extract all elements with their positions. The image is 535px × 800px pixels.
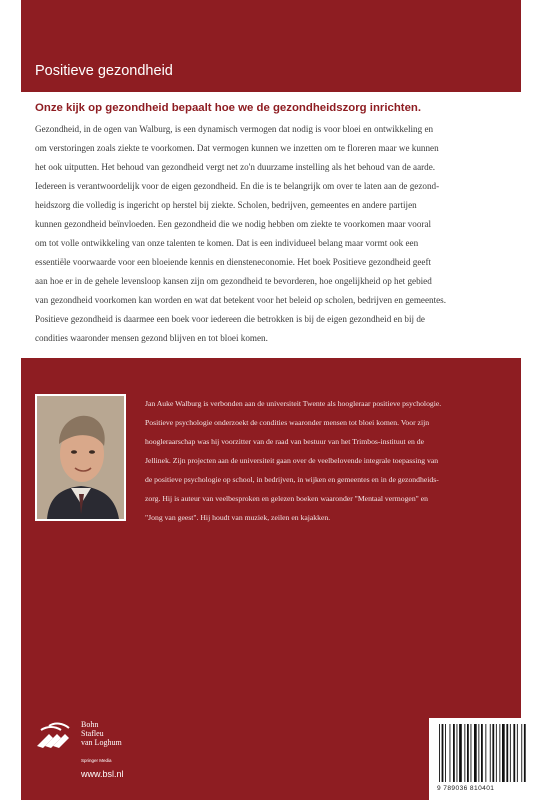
barcode-bar — [492, 724, 494, 782]
barcode-bar — [464, 724, 465, 782]
intro-line: aan hoe er in de gehele levensloop kansen zijn om gezondheid te bevorderen, hoe ongelijkheid op het gebied — [35, 276, 432, 286]
bio-line: "Jong van geest". Hij houdt van muziek, zeilen en kajakken. — [145, 513, 331, 522]
intro-line: kunnen gezondheid beïnvloeden. Een gezondheid die we nodig hebben om ziekte te voorkomen maar vooral — [35, 219, 432, 229]
bio-line: hoogleraarschap was hij voorzitter van de raad van bestuur van het Trimbos-instituut en de — [145, 437, 425, 446]
bio-line: Jan Auke Walburg is verbonden aan de universiteit Twente als hoogleraar positieve psychologie. — [145, 399, 442, 408]
intro-line: condities waaronder mensen gezond blijven en tot bloei komen. — [35, 333, 268, 343]
intro-line: om verstoringen zoals ziekte te voorkomen. Dat vermogen kunnen we inzetten om te floreren maar we kunnen — [35, 143, 439, 153]
barcode-bar — [457, 724, 458, 782]
barcode-panel — [429, 718, 535, 800]
barcode-bar — [496, 724, 497, 782]
lead-sentence: Onze kijk op gezondheid bepaalt hoe we de gezondheidszorg inrichten. — [35, 102, 422, 114]
bio-line: Jellinek. Zijn projecten aan de universiteit gaan over de veelbelovende integrale toepassing van — [145, 456, 439, 465]
bio-line: Positieve psychologie onderzoekt de condities waaronder mensen tot bloei komen. Voor zijn — [145, 418, 430, 427]
author-portrait-icon — [37, 396, 124, 519]
barcode-bar — [474, 724, 477, 782]
barcode-bar — [513, 724, 515, 782]
barcode-bar — [485, 724, 486, 782]
intro-line: om tot volle ontwikkeling van onze talenten te komen. Dat is een individueel belang maar vormt ook een — [35, 238, 419, 248]
intro-line: Gezondheid, in de ogen van Walburg, is een dynamisch vermogen dat nodig is voor bloei en ontwikkeling en — [35, 124, 434, 134]
author-photo — [35, 394, 126, 521]
barcode-bar — [506, 724, 508, 782]
intro-line: Positieve gezondheid is daarmee een boek voor iedereen die betrokken is bij de eigen gezondheid en bij de — [35, 314, 425, 324]
barcode-icon — [437, 724, 534, 784]
publisher-name — [81, 720, 122, 747]
intro-line: het ook uitputten. Het behoud van gezondheid vergt net zo'n duurzame instelling als het behoud van de aarde. — [35, 162, 436, 172]
cover-title: Positieve gezondheid — [35, 63, 173, 79]
barcode-bar — [499, 724, 500, 782]
publisher-url[interactable]: www.bsl.nl — [81, 769, 124, 779]
title-band — [21, 0, 521, 92]
bsl-logo-icon — [35, 720, 73, 750]
barcode-bar — [521, 724, 522, 782]
intro-line: essentiële voorwaarde voor een bloeiende kennis en diensteneconomie. Het boek Positieve gezondheid geeft — [35, 257, 432, 267]
barcode-bar — [445, 724, 446, 782]
barcode-bar — [517, 724, 518, 782]
publisher-name-line: van Loghum — [81, 738, 122, 747]
barcode-bar — [442, 724, 444, 782]
publisher-block — [35, 720, 195, 790]
intro-panel — [21, 92, 521, 358]
back-cover — [21, 0, 521, 800]
publisher-name-line: Stafleu — [81, 729, 104, 738]
barcode-bar — [439, 724, 440, 782]
bio-line: de positieve psychologie op school, in bedrijven, in wijken en gemeentes en in de gezondheids- — [145, 475, 439, 484]
barcode-bar — [524, 724, 526, 782]
barcode-bar — [481, 724, 483, 782]
intro-line: van gezondheid voorkomen kan worden en wat dat betekent voor het beleid op scholen, bedrijven en gemeentes. — [35, 295, 446, 305]
bio-line: zorg. Hij is auteur van veelbesproken en gelezen boeken waaronder "Mentaal vermogen" en — [145, 494, 428, 503]
barcode-bar — [510, 724, 511, 782]
publisher-subtitle: Springer Media — [81, 758, 112, 763]
intro-line: Iedereen is verantwoordelijk voor de eigen gezondheid. En die is te belangrijk om over te laten aan de gezond- — [35, 181, 440, 191]
barcode-bar — [490, 724, 491, 782]
barcode-bar — [502, 724, 505, 782]
intro-line: heidszorg die volledig is ingericht op herstel bij ziekte. Scholen, bedrijven, gemeentes en andere partijen — [35, 200, 417, 210]
barcode-bar — [478, 724, 479, 782]
barcode-bar — [450, 724, 451, 782]
barcode-bar — [467, 724, 469, 782]
barcode-bar — [453, 724, 455, 782]
author-bio — [145, 394, 511, 527]
intro-body — [35, 120, 507, 348]
barcode-number: 9 789036 810401 — [437, 785, 495, 792]
barcode-bar — [459, 724, 462, 782]
barcode-bar — [471, 724, 472, 782]
publisher-name-line: Bohn — [81, 720, 99, 729]
